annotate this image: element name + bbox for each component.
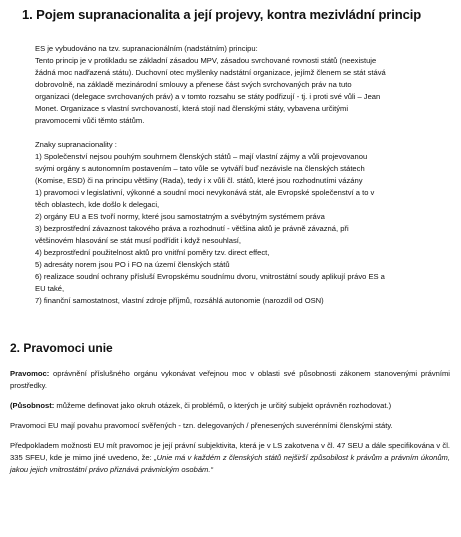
delegated-powers-paragraph: Pravomoci EU mají povahu pravomocí svěřených - tzn. delegovaných / přenesených suverénními členskými státy.	[10, 421, 393, 430]
pravomoc-text: oprávnění příslušného orgánu vykonávat veřejnou moc v oblasti své působnosti zákonem stanovenými právními prostředky.	[10, 369, 450, 390]
feature-line: 1) Společenství nejsou pouhým souhrnem členských států – mají vlastní zájmy a vůli projevovanou	[35, 152, 368, 161]
section1-heading: 1. Pojem supranacionalita a její projevy, kontra mezivládní princip	[22, 7, 422, 22]
pusobnost-term: (Působnost:	[10, 401, 55, 410]
feature-line: 6) realizace soudní ochrany přísluší Evropskému soudnímu dvoru, vnitrostátní soudy aplikují právo ES a	[35, 272, 385, 281]
pravomoc-term: Pravomoc:	[10, 369, 50, 378]
feature-line: EU také,	[35, 284, 65, 293]
section2-heading: 2. Pravomoci unie	[10, 341, 113, 355]
feature-line: 2) orgány EU a ES tvoří normy, které jsou samostatným a svébytným systémem práva	[35, 212, 325, 221]
treaty-quote: „Unie má v každém z členských států nejširší způsobilost k právům a právním úkonům, jakou jejich vnitrostátní právo přiznává právnickým osobám.“	[10, 453, 450, 474]
feature-line: těch oblastech, kde došlo k delegaci,	[35, 200, 160, 209]
feature-line: 7) finanční samostatnost, vlastní zdroje příjmů, rozsáhlá autonomie (narozdíl od OSN)	[35, 296, 324, 305]
intro-line: dobrovolně, na základě mezinárodní smlouvy a přenese část svých svrchovaných práv na tuto	[35, 80, 352, 89]
feature-line: 1) pravomoci v legislativní, výkonné a soudní moci nevykonává stát, ale Evropské společenství a to v	[35, 188, 375, 197]
feature-line: 5) adresáty norem jsou PO i FO na území členských států	[35, 260, 230, 269]
intro-line: ES je vybudováno na tzv. supranacionálním (nadstátním) principu:	[35, 44, 258, 53]
feature-line: (Komise, ESD) či na principu většiny (Rada), tedy i x vůli čl. států, které jsou rozhodnutími vázány	[35, 176, 363, 185]
section1-body	[35, 43, 453, 307]
features-label: Znaky supranacionality :	[35, 140, 117, 149]
feature-line: většinovém hlasování se stát musí podřídit i když nesouhlasí,	[35, 236, 241, 245]
features-list	[35, 139, 453, 307]
feature-line: 4) bezprostřední použitelnost aktů pro vnitřní poměry tzv. direct effect,	[35, 248, 270, 257]
section2-body	[10, 368, 450, 484]
intro-line: Tento princip je v protikladu se základní zásadou MPV, zásadou svrchované rovnosti států (neexistuje	[35, 56, 377, 65]
intro-line: Monet. Organizace s vlastní svrchovaností, která stojí nad členskými státy, vybavena určitými	[35, 104, 349, 113]
legal-personality-text: Předpokladem možnosti EU mít pravomoc je její právní subjektivita, která je v LS zakotvena v čl. 47 SEU a dále specifikována v čl. 335 SFEU, kde je mimo jiné uvedeno, že:	[10, 441, 450, 462]
intro-line: pravomocemi vůči těmto státům.	[35, 116, 145, 125]
intro-line: organizaci (delegace svrchovaných práv) a v tomto rozsahu se státy podřizují - tj. i proti své vůli – Jean	[35, 92, 381, 101]
intro-line: žádná moc nadřazená státu). Duchovní otec myšlenky nadstátní organizace, jejímž členem se stát stává	[35, 68, 386, 77]
pravomoc-definition	[10, 368, 450, 392]
legal-personality-paragraph	[10, 440, 450, 476]
feature-line: 3) bezprostřední závaznost takového práva a rozhodnutí - většina aktů je právně závazná, při	[35, 224, 349, 233]
intro-paragraph	[35, 43, 453, 127]
feature-line: svými orgány s autonomním postavením – tato vůle se vytváří buď nezávisle na členských státech	[35, 164, 365, 173]
pusobnost-definition	[10, 400, 450, 412]
pusobnost-text: můžeme definovat jako okruh otázek, či problémů, o kterých je určitý subjekt oprávněn rozhodovat.)	[54, 401, 392, 410]
